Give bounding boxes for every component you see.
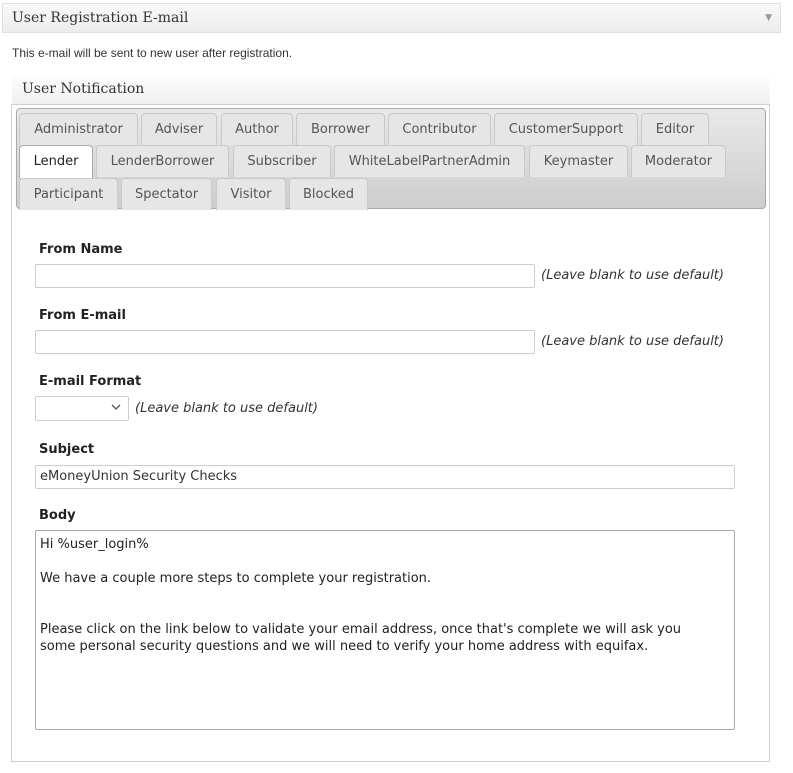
panel-header[interactable]	[2, 3, 781, 33]
section-header	[12, 76, 770, 104]
from-name-input[interactable]	[35, 264, 535, 288]
tab-keymaster[interactable]: Keymaster	[529, 145, 628, 177]
tab-borrower[interactable]: Borrower	[296, 113, 385, 145]
tab-author[interactable]: Author	[221, 113, 293, 145]
tab-editor[interactable]: Editor	[641, 113, 709, 145]
tab-lenderborrower[interactable]: LenderBorrower	[96, 145, 229, 177]
tab-blocked[interactable]: Blocked	[289, 178, 368, 210]
triangle-down-icon[interactable]: ▼	[765, 13, 772, 23]
section-title: User Notification	[22, 81, 145, 97]
from-email-input[interactable]	[35, 330, 535, 354]
from-email-label: From E-mail	[39, 308, 126, 323]
email-format-label: E-mail Format	[39, 374, 142, 389]
email-format-select[interactable]	[35, 396, 129, 421]
from-name-hint: (Leave blank to use default)	[541, 268, 724, 283]
from-name-label: From Name	[39, 242, 123, 257]
intro-text: This e-mail will be sent to new user after registration.	[12, 46, 293, 60]
chevron-down-icon	[110, 401, 122, 416]
tab-lender[interactable]: Lender	[19, 145, 93, 178]
tab-adviser[interactable]: Adviser	[141, 113, 217, 145]
body-label: Body	[39, 508, 76, 523]
tab-moderator[interactable]: Moderator	[631, 145, 726, 177]
tab-administrator[interactable]: Administrator	[19, 113, 138, 145]
tab-participant[interactable]: Participant	[19, 178, 118, 210]
subject-input[interactable]: eMoneyUnion Security Checks	[35, 465, 735, 489]
body-textarea[interactable]: Hi %user_login% We have a couple more steps to complete your registration. Please click on the link below to validate your email address, once that's complete we will ask you some personal security questions and we will need to verify your home address with equifax.	[35, 530, 735, 730]
tab-spectator[interactable]: Spectator	[121, 178, 212, 210]
panel-title: User Registration E-mail	[12, 10, 189, 26]
tab-customersupport[interactable]: CustomerSupport	[494, 113, 638, 145]
tab-whitelabelpartneradmin[interactable]: WhiteLabelPartnerAdmin	[334, 145, 525, 177]
subject-label: Subject	[39, 442, 95, 457]
tab-contributor[interactable]: Contributor	[388, 113, 491, 145]
tab-subscriber[interactable]: Subscriber	[233, 145, 331, 177]
from-email-hint: (Leave blank to use default)	[541, 334, 724, 349]
tab-visitor[interactable]: Visitor	[216, 178, 286, 210]
email-format-hint: (Leave blank to use default)	[135, 401, 318, 416]
